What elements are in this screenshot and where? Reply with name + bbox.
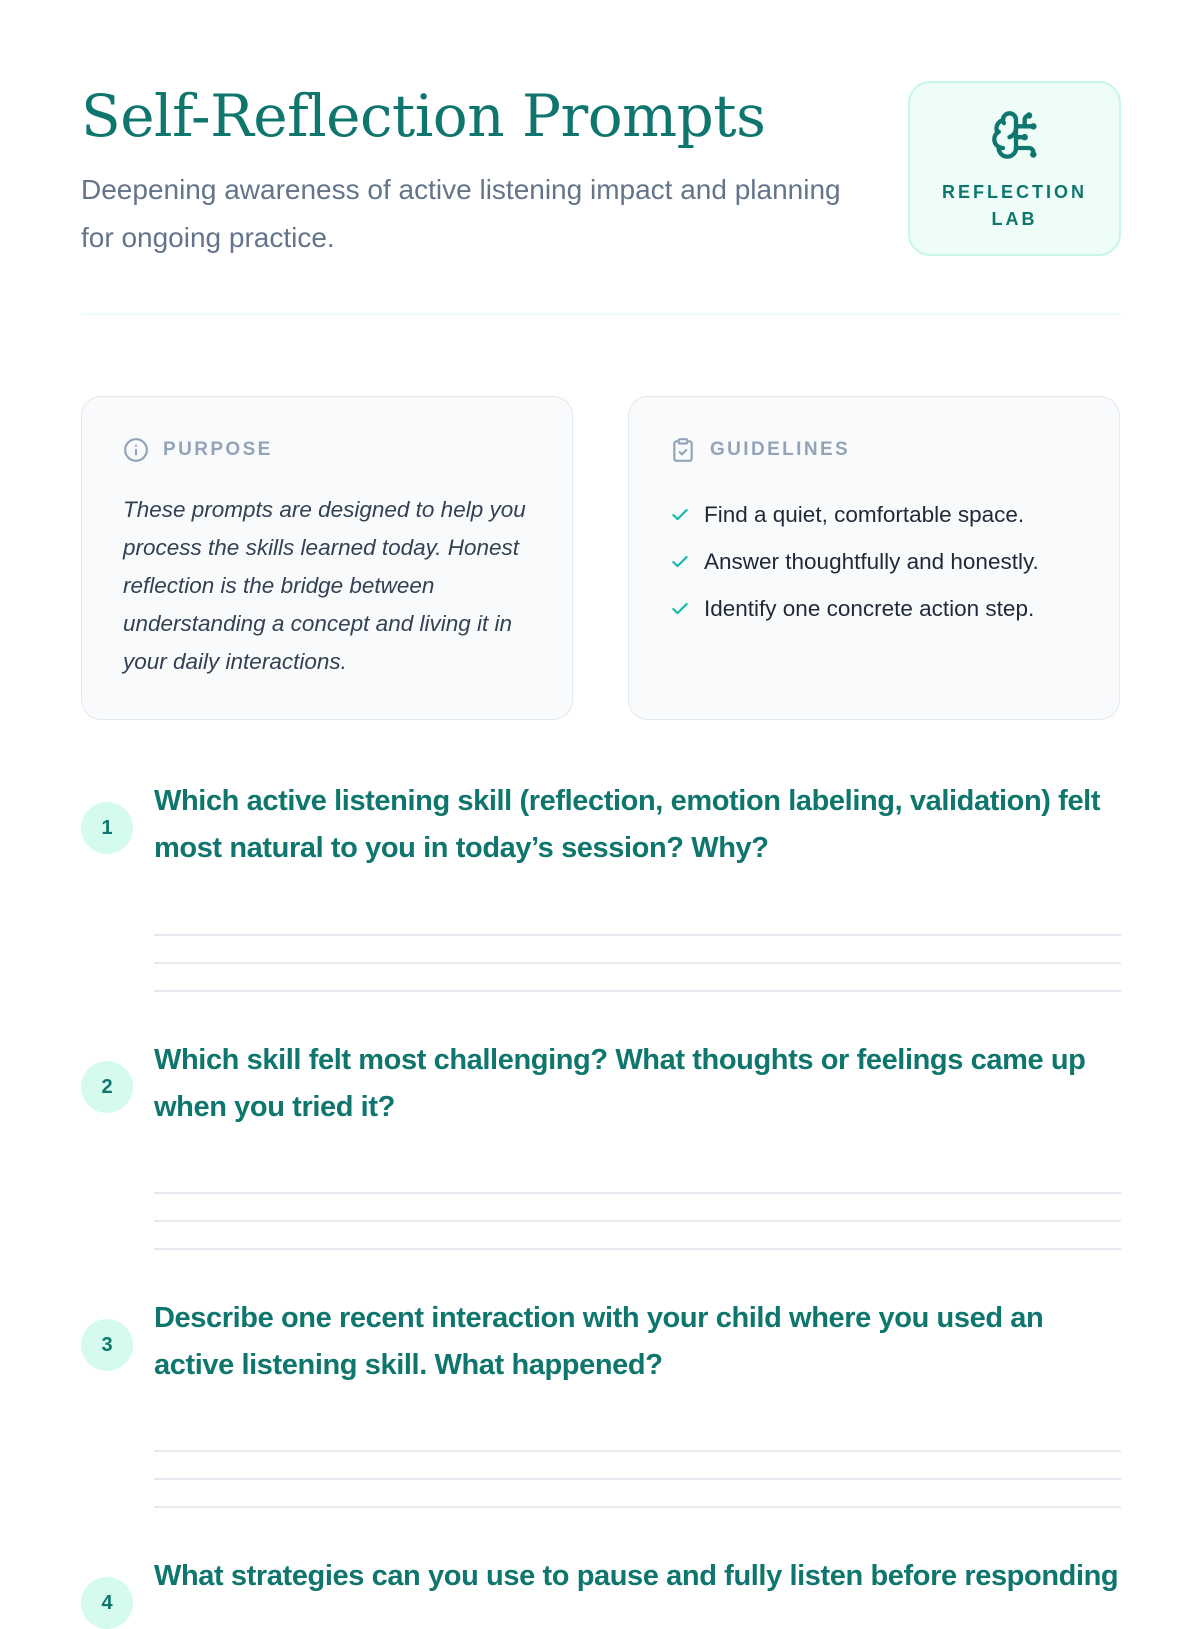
check-icon	[670, 552, 690, 572]
answer-line[interactable]	[154, 962, 1121, 964]
question-text: Which active listening skill (reflection, emotion labeling, validation) felt most natural to you in today’s session? Why?	[154, 785, 1101, 864]
guidelines-heading-row	[670, 437, 850, 463]
answer-line[interactable]	[154, 1192, 1121, 1194]
list-item	[670, 585, 1039, 632]
guideline-text: Answer thoughtfully and honestly.	[704, 548, 1039, 574]
list-item	[670, 538, 1039, 585]
answer-line[interactable]	[154, 1220, 1121, 1222]
clipboard-check-icon	[670, 437, 696, 463]
purpose-heading: PURPOSE	[163, 439, 273, 460]
page-subtitle: Deepening awareness of active listening impact and planning for ongoing practice.	[81, 174, 841, 253]
reflection-lab-badge	[908, 81, 1121, 256]
check-icon	[670, 599, 690, 619]
check-icon	[670, 505, 690, 525]
guideline-text: Find a quiet, comfortable space.	[704, 501, 1025, 527]
list-item	[670, 491, 1039, 538]
answer-line[interactable]	[154, 1450, 1121, 1452]
question-number: 1	[81, 802, 133, 854]
answer-line[interactable]	[154, 1478, 1121, 1480]
badge-label: REFLECTION LAB	[942, 182, 1087, 229]
purpose-heading-row	[123, 437, 273, 463]
question-text: What strategies can you use to pause and fully listen before responding	[154, 1560, 1119, 1592]
question-number: 4	[81, 1577, 133, 1629]
header	[81, 80, 1121, 260]
answer-line[interactable]	[154, 1248, 1121, 1250]
question-4	[81, 1560, 1121, 1617]
purpose-text: These prompts are designed to help you process the skills learned today. Honest reflection is the bridge between understanding a concept and living it in your daily interactions.	[123, 497, 526, 674]
purpose-card	[81, 396, 573, 720]
info-icon	[123, 437, 149, 463]
page-title: Self-Reflection Prompts	[81, 82, 766, 150]
question-text: Which skill felt most challenging? What thoughts or feelings came up when you tried it?	[154, 1044, 1086, 1123]
guidelines-list	[670, 491, 1039, 632]
guidelines-card	[628, 396, 1120, 720]
header-divider	[81, 313, 1121, 315]
question-3	[81, 1302, 1121, 1519]
answer-line[interactable]	[154, 1506, 1121, 1508]
question-1	[81, 785, 1121, 1002]
question-number: 3	[81, 1319, 133, 1371]
guidelines-heading: GUIDELINES	[710, 439, 851, 460]
question-2	[81, 1044, 1121, 1261]
question-text: Describe one recent interaction with your child where you used an active listening skill. What happened?	[154, 1302, 1044, 1381]
question-number: 2	[81, 1061, 133, 1113]
answer-line[interactable]	[154, 934, 1121, 936]
brain-icon	[990, 109, 1042, 161]
answer-line[interactable]	[154, 990, 1121, 992]
guideline-text: Identify one concrete action step.	[704, 595, 1035, 621]
